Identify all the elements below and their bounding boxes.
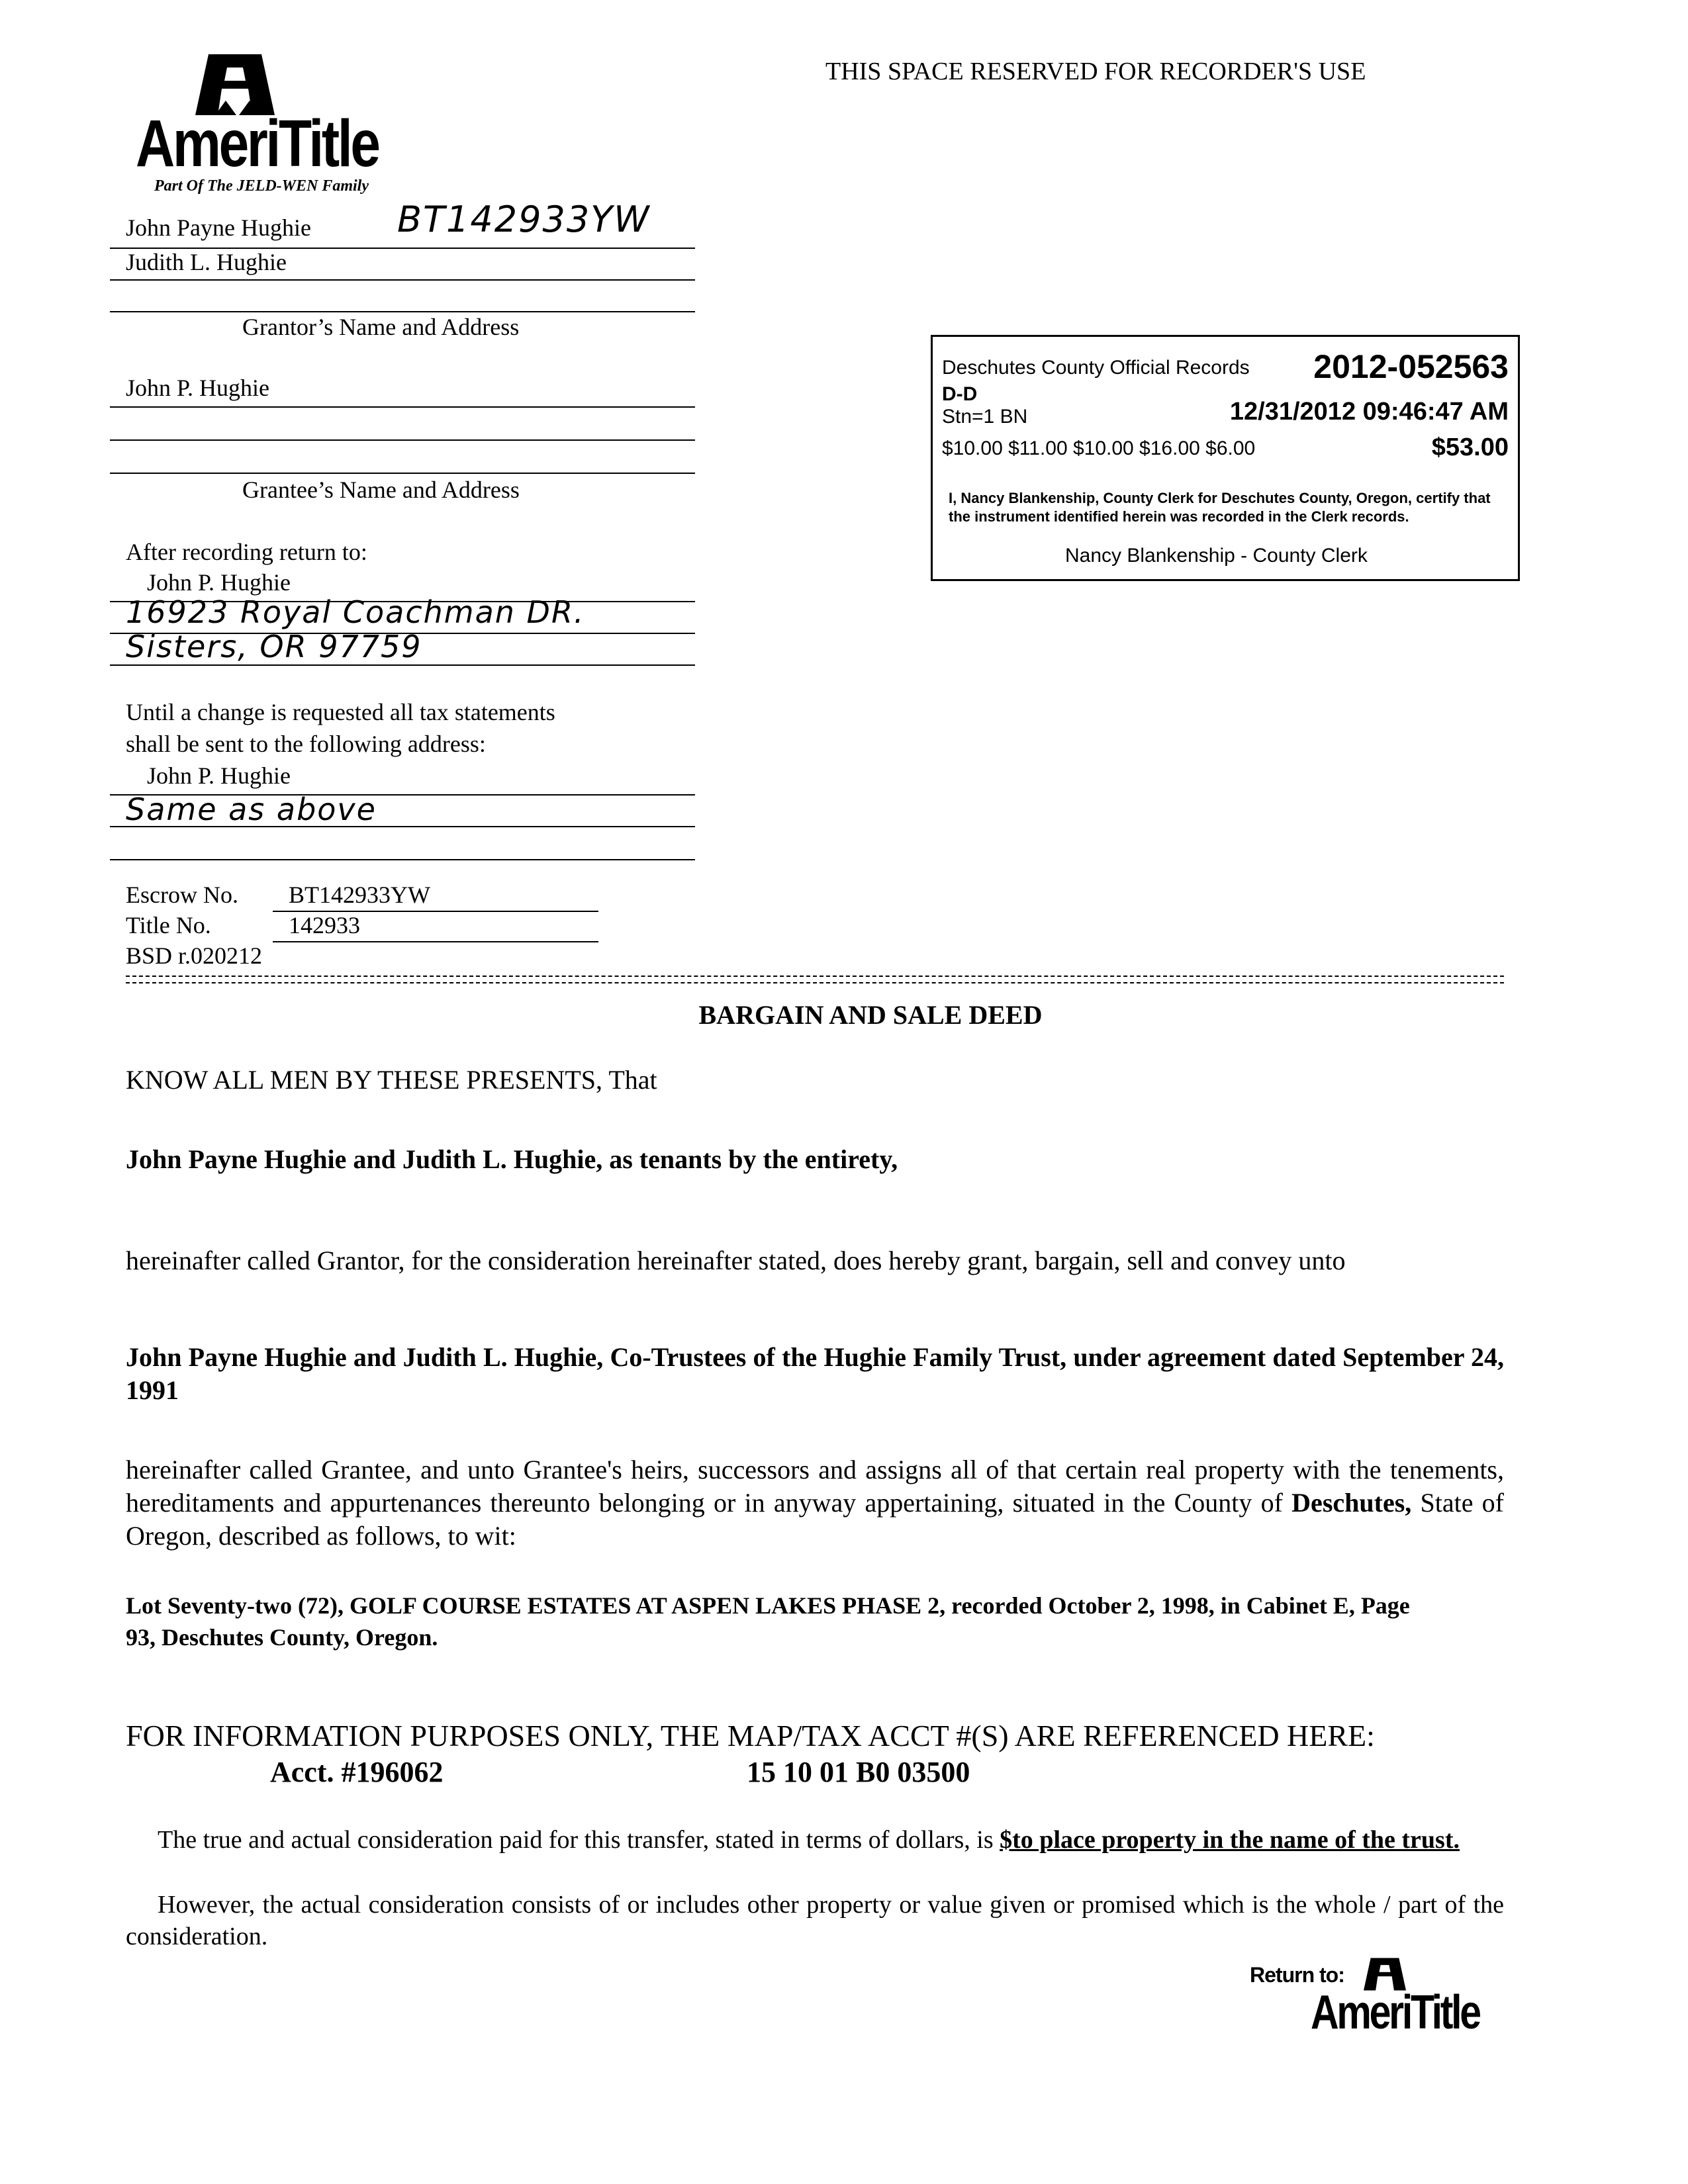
tax-statement-label-1: Until a change is requested all tax statements bbox=[126, 699, 555, 725]
grantor-name-2: Judith L. Hughie bbox=[126, 249, 287, 275]
deed-title: BARGAIN AND SALE DEED bbox=[698, 1000, 1043, 1030]
station: Stn=1 BN bbox=[942, 406, 1028, 428]
grantee-line-2 bbox=[110, 439, 695, 441]
clerk-certification: I, Nancy Blankenship, County Clerk for Deschutes County, Oregon, certify that the instrument identified herein was recorded in the Clerk records. bbox=[949, 490, 1491, 525]
recorded-datetime: 12/31/2012 09:46:47 AM bbox=[1229, 398, 1509, 426]
recording-fees: $10.00 $11.00 $10.00 $16.00 $6.00 bbox=[942, 437, 1256, 459]
tax-statement-label-2: shall be sent to the following address: bbox=[126, 731, 486, 757]
consideration-paragraph bbox=[126, 1824, 1504, 1856]
grantor-line-2 bbox=[110, 279, 695, 281]
tax-statement-line-2 bbox=[110, 826, 695, 827]
tax-statement-address: Same as above bbox=[126, 792, 377, 827]
county-name: Deschutes, bbox=[1291, 1488, 1412, 1518]
logo-wordmark: AmeriTitle bbox=[136, 107, 379, 181]
grantee-clause bbox=[126, 1453, 1504, 1553]
grantee-clause-1: hereinafter called Grantee, and unto Grantee's heirs, successors and assigns all of that certain real property with the tenements, hereditaments and appurtenances thereunto belonging or in anyway appertaining, situated in the County of bbox=[126, 1455, 1504, 1518]
fees-total: $53.00 bbox=[1431, 433, 1509, 461]
tax-account: Acct. #196062 bbox=[270, 1756, 444, 1788]
return-to-line-3 bbox=[110, 664, 695, 666]
record-number: 2012-052563 bbox=[1313, 348, 1509, 385]
grantee-name: John P. Hughie bbox=[126, 375, 270, 401]
legal-description: Lot Seventy-two (72), GOLF COURSE ESTATES AT ASPEN LAKES PHASE 2, recorded October 2, 1998, in Cabinet E, Page 93, Deschutes County, Oregon. bbox=[126, 1592, 1410, 1651]
form-code: BSD r.020212 bbox=[126, 942, 263, 969]
tax-statement-name: John P. Hughie bbox=[147, 762, 291, 789]
escrow-label: Escrow No. bbox=[126, 882, 238, 908]
grantor-name-1: John Payne Hughie bbox=[126, 214, 311, 241]
footer-return-to-label: Return to: bbox=[1250, 1963, 1344, 1987]
grantee-parties: John Payne Hughie and Judith L. Hughie, Co-Trustees of the Hughie Family Trust, under agreement dated September 24, 1991 bbox=[126, 1342, 1504, 1405]
clerk-signature: Nancy Blankenship - County Clerk bbox=[1065, 545, 1368, 567]
deed-intro: KNOW ALL MEN BY THESE PRESENTS, That bbox=[126, 1065, 657, 1095]
grant-clause: hereinafter called Grantor, for the consideration hereinafter stated, does hereby grant, bargain, sell and convey unto bbox=[126, 1246, 1346, 1275]
however-paragraph: However, the actual consideration consists of or includes other property or value given or promised which is the whole / part of the consideration. bbox=[126, 1891, 1504, 1950]
title-label: Title No. bbox=[126, 912, 211, 938]
consideration-pre: The true and actual consideration paid for this transfer, stated in terms of dollars, is bbox=[158, 1826, 1000, 1854]
logo-tagline: Part Of The JELD-WEN Family bbox=[154, 177, 369, 195]
recorder-office: Deschutes County Official Records bbox=[942, 357, 1250, 379]
recorder-space-note: THIS SPACE RESERVED FOR RECORDER'S USE bbox=[825, 58, 1366, 85]
section-divider bbox=[126, 976, 1504, 983]
info-heading: FOR INFORMATION PURPOSES ONLY, THE MAP/TAX ACCT #(S) ARE REFERENCED HERE: bbox=[126, 1719, 1375, 1752]
handwritten-escrow-number: BT142933YW bbox=[397, 199, 651, 240]
consideration-value: $to place property in the name of the trust. bbox=[1000, 1826, 1460, 1854]
grantor-caption: Grantor’s Name and Address bbox=[242, 314, 520, 340]
tax-statement-line-3 bbox=[110, 859, 695, 860]
title-value: 142933 bbox=[289, 912, 360, 938]
document-type: D-D bbox=[942, 383, 978, 405]
return-to-name: John P. Hughie bbox=[147, 569, 291, 596]
recorder-stamp bbox=[931, 335, 1520, 581]
return-to-address-1: 16923 Royal Coachman DR. bbox=[126, 594, 585, 630]
footer-logo bbox=[1311, 1952, 1509, 2045]
grantee-clause-2: State of Oregon, described as follows, to wit: bbox=[126, 1488, 1504, 1551]
escrow-value: BT142933YW bbox=[289, 882, 430, 908]
ameritle-logo bbox=[136, 54, 453, 195]
map-number: 15 10 01 B0 03500 bbox=[747, 1756, 970, 1788]
return-to-label: After recording return to: bbox=[126, 539, 367, 565]
grantor-parties: John Payne Hughie and Judith L. Hughie, as tenants by the entirety, bbox=[126, 1144, 898, 1174]
title-underline bbox=[273, 941, 598, 942]
grantee-caption: Grantee’s Name and Address bbox=[242, 477, 520, 503]
footer-logo-wordmark: AmeriTitle bbox=[1311, 1986, 1479, 2039]
return-to-address-2: Sisters, OR 97759 bbox=[126, 629, 422, 664]
grantee-line-3 bbox=[110, 473, 695, 474]
grantee-line-1 bbox=[110, 406, 695, 408]
